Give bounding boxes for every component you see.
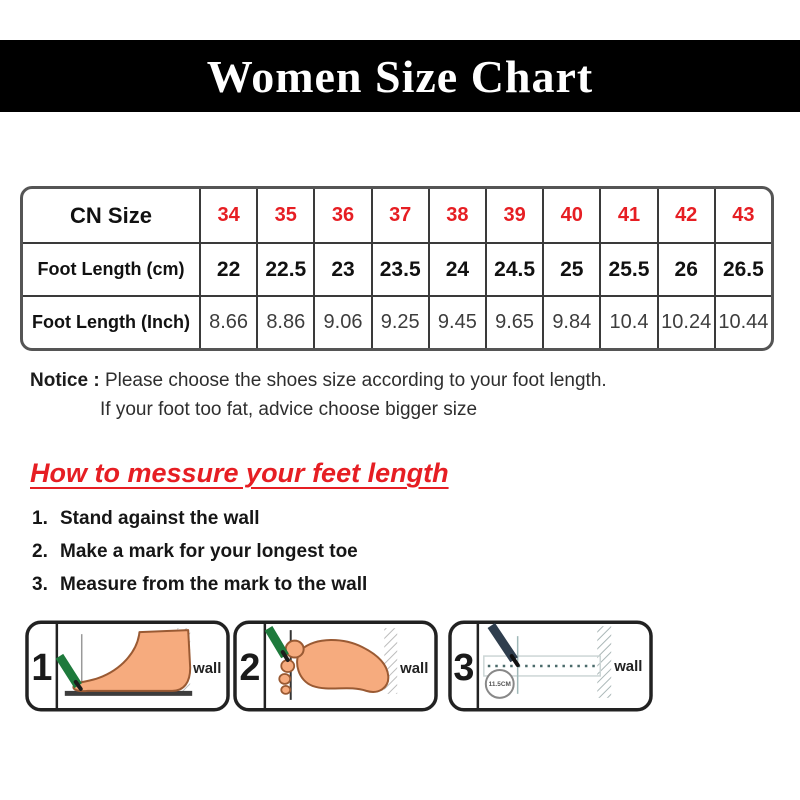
step-text: Make a mark for your longest toe	[60, 541, 358, 562]
step-number: 2.	[32, 541, 48, 562]
size-table-row-label: Foot Length (cm)	[23, 242, 199, 295]
size-table-cell: 9.65	[485, 295, 542, 348]
size-table-cell: 26	[657, 242, 714, 295]
step-item	[32, 574, 367, 596]
size-table-cell: 41	[599, 189, 656, 242]
step-text: Stand against the wall	[60, 508, 260, 529]
size-table-cell: 8.86	[256, 295, 313, 348]
measure-step1-panel	[25, 620, 230, 717]
toe	[281, 686, 290, 694]
size-table-cell: 34	[199, 189, 256, 242]
wall-label: wall	[193, 659, 222, 677]
size-table-cell: 26.5	[714, 242, 771, 295]
step-item	[32, 541, 367, 563]
footprint-illustration	[233, 620, 438, 712]
size-table-cell: 22.5	[256, 242, 313, 295]
wall-hatch	[597, 626, 611, 698]
size-table-cell: 10.44	[714, 295, 771, 348]
size-table-cell: 9.25	[371, 295, 428, 348]
step-number: 1.	[32, 508, 48, 529]
size-table-cell: 25	[542, 242, 599, 295]
size-table-cell: 22	[199, 242, 256, 295]
size-table-cell: 38	[428, 189, 485, 242]
size-table-cell: 40	[542, 189, 599, 242]
size-table-cell: 9.84	[542, 295, 599, 348]
panel-number: 3	[453, 646, 475, 689]
size-table-cell: 9.45	[428, 295, 485, 348]
measure-illustration	[448, 620, 653, 712]
notice-line1	[30, 366, 607, 395]
size-table-cell: 36	[313, 189, 370, 242]
size-table-cell: 23	[313, 242, 370, 295]
size-table-cell: 24.5	[485, 242, 542, 295]
size-table-cell: 25.5	[599, 242, 656, 295]
size-table-cell: 10.4	[599, 295, 656, 348]
panel-number: 1	[31, 646, 53, 689]
size-table-cell: 9.06	[313, 295, 370, 348]
size-table-cell: 23.5	[371, 242, 428, 295]
page-title: Women Size Chart	[206, 50, 594, 102]
notice-label: Notice :	[30, 370, 100, 391]
measure-step3-panel	[448, 620, 653, 717]
toe	[279, 674, 290, 684]
size-table-cell: 10.24	[657, 295, 714, 348]
size-table-cell: 24	[428, 242, 485, 295]
howto-steps	[32, 508, 367, 607]
step-number: 3.	[32, 574, 48, 595]
measure-value-label: 11.5CM	[488, 680, 511, 688]
banner	[0, 40, 800, 112]
step-item	[32, 508, 367, 530]
notice-text	[30, 366, 607, 424]
size-table-cell: 8.66	[199, 295, 256, 348]
notice-line1-text: Please choose the shoes size according to your foot length.	[104, 370, 607, 391]
size-table-cell: 39	[485, 189, 542, 242]
howto-heading: How to messure your feet length	[30, 458, 449, 488]
measure-step2-panel	[233, 620, 438, 717]
size-table-cell: 35	[256, 189, 313, 242]
panel-number: 2	[239, 646, 261, 689]
wall-label: wall	[614, 657, 643, 675]
foot-side-illustration	[25, 620, 230, 712]
size-table-cell: 42	[657, 189, 714, 242]
size-table-row-label: CN Size	[70, 202, 152, 228]
size-table-row-label: Foot Length (Inch)	[23, 295, 199, 348]
size-table-cell: 43	[714, 189, 771, 242]
notice-line2: If your foot too fat, advice choose bigger size	[100, 399, 478, 420]
step-text: Measure from the mark to the wall	[60, 574, 368, 595]
wall-label: wall	[400, 659, 429, 677]
big-toe	[286, 641, 304, 658]
size-table	[20, 186, 774, 351]
size-table-cell: 37	[371, 189, 428, 242]
